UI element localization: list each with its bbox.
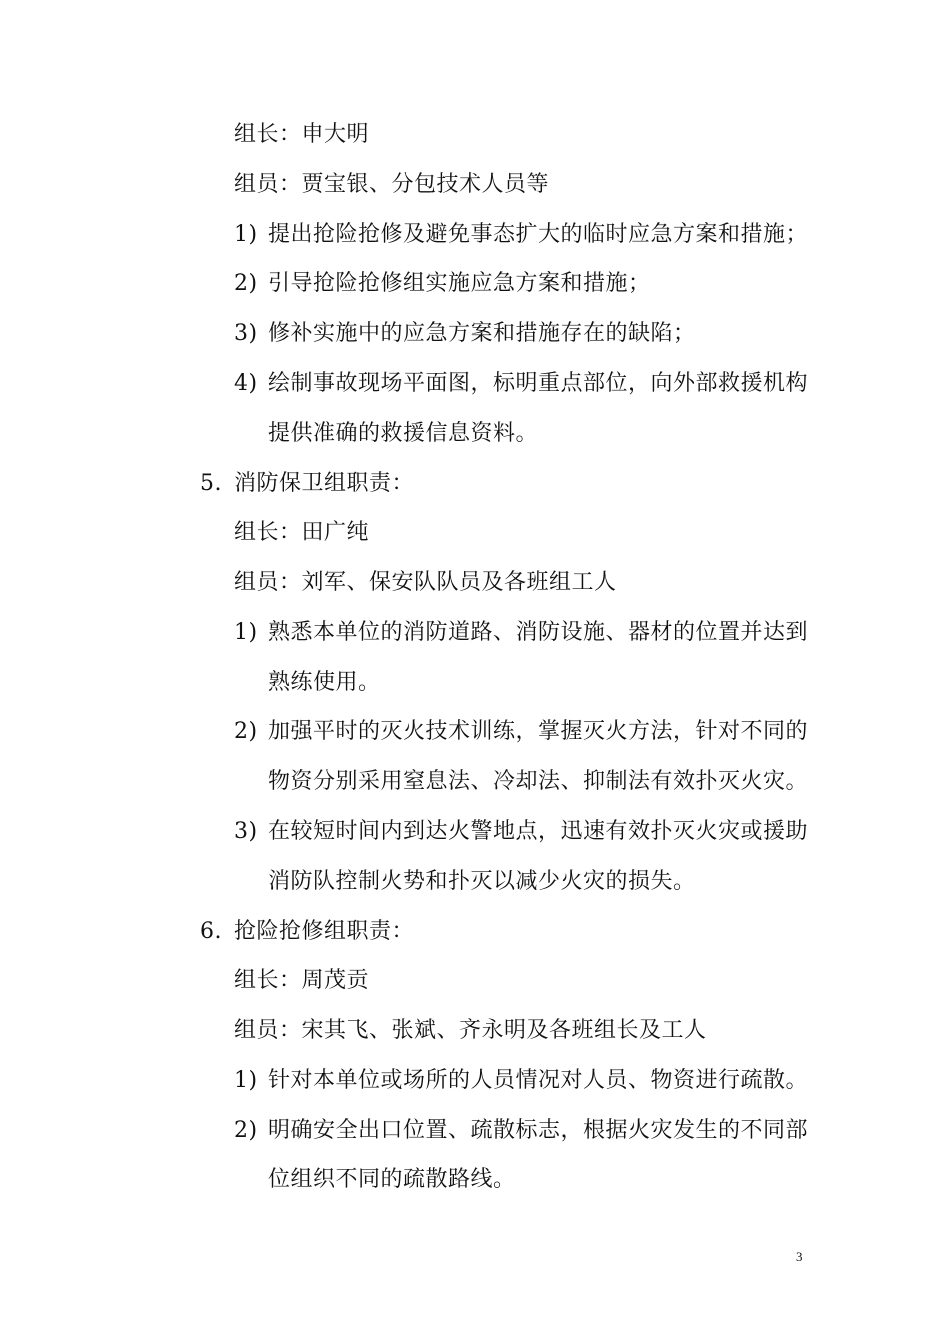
sec4-item-4-text: 绘制事故现场平面图，标明重点部位，向外部救援机构 [268,371,809,396]
sec4-item-2-num: 2) [234,271,258,296]
sec6-item-1-num: 1) [234,1068,258,1093]
sec5-members: 组员：刘军、保安队队员及各班组工人 [234,570,617,595]
sec4-item-1 [234,220,808,250]
sec5-item-2-num: 2) [234,719,258,744]
sec6-members: 组员：宋其飞、张斌、齐永明及各班组长及工人 [234,1018,707,1043]
sec6-leader: 组长：周茂贡 [234,968,370,993]
sec5-item-1 [234,618,808,648]
sec5-item-2-continuation: 物资分别采用窒息法、冷却法、抑制法有效扑灭火灾。 [268,769,809,794]
sec6-number: 6. [200,919,222,944]
sec4-item-4-num: 4) [234,371,258,396]
sec5-item-1-continuation: 熟练使用。 [268,670,381,695]
sec5-title: 消防保卫组职责： [234,471,415,496]
sec6-item-1-text: 针对本单位或场所的人员情况对人员、物资进行疏散。 [268,1068,809,1093]
sec5-item-3 [234,817,808,847]
sec4-item-4 [234,369,808,399]
page-number: 3 [796,1249,803,1264]
sec4-item-2 [234,269,651,299]
sec6-item-1 [234,1066,808,1096]
sec5-leader: 组长：田广纯 [234,520,370,545]
sec4-item-4-continuation: 提供准确的救援信息资料。 [268,421,539,446]
sec5-item-1-text: 熟悉本单位的消防道路、消防设施、器材的位置并达到 [268,620,809,645]
sec6-title: 抢险抢修组职责： [234,919,415,944]
sec6-item-2-text: 明确安全出口位置、疏散标志，根据火灾发生的不同部 [268,1118,809,1143]
sec5-item-1-num: 1) [234,620,258,645]
sec5-item-3-continuation: 消防队控制火势和扑灭以减少火灾的损失。 [268,869,696,894]
sec6-item-2-continuation: 位组织不同的疏散路线。 [268,1167,516,1192]
sec4-members: 组员：贾宝银、分包技术人员等 [234,172,550,197]
sec5-item-3-num: 3) [234,819,258,844]
sec5-number: 5. [200,471,222,496]
sec4-item-3-num: 3) [234,321,258,346]
sec5-heading [200,469,414,499]
sec5-item-3-text: 在较短时间内到达火警地点，迅速有效扑灭火灾或援助 [268,819,809,844]
sec6-item-2-num: 2) [234,1118,258,1143]
sec4-item-1-num: 1) [234,222,258,247]
sec4-item-3-text: 修补实施中的应急方案和措施存在的缺陷； [268,321,696,346]
sec5-item-2 [234,717,808,747]
sec6-item-2 [234,1116,808,1146]
sec5-item-2-text: 加强平时的灭火技术训练，掌握灭火方法，针对不同的 [268,719,809,744]
sec6-heading [200,917,414,947]
sec4-item-2-text: 引导抢险抢修组实施应急方案和措施； [268,271,651,296]
sec4-item-3 [234,319,696,349]
sec4-item-1-text: 提出抢险抢修及避免事态扩大的临时应急方案和措施； [268,222,809,247]
sec4-leader: 组长：申大明 [234,122,370,147]
